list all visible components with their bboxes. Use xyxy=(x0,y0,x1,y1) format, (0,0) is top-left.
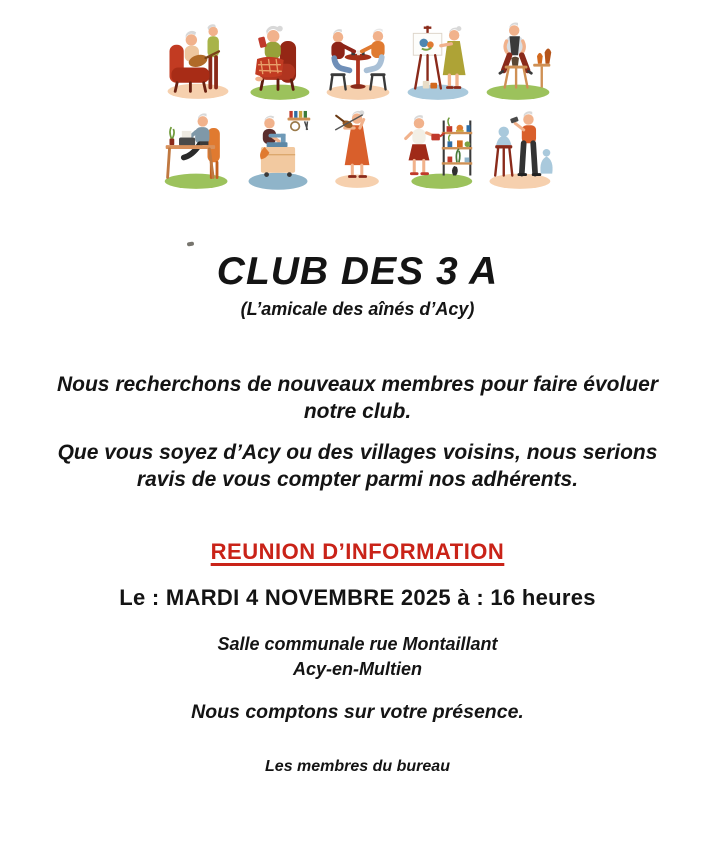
gardener-illustration xyxy=(400,105,476,191)
reading-woman-illustration xyxy=(240,16,316,102)
paragraph-line: Que vous soyez d’Acy ou des villages voisins, nous serions xyxy=(57,440,658,464)
violinist-illustration xyxy=(320,105,396,191)
venue-line: Acy-en-Multien xyxy=(292,658,422,679)
typewriter-man-illustration xyxy=(160,105,236,191)
illustration-row-1 xyxy=(0,16,715,102)
sculptor-illustration xyxy=(480,105,556,191)
chess-players-illustration xyxy=(320,16,396,102)
closing-line: Nous comptons sur votre présence. xyxy=(191,700,524,723)
recruitment-paragraph xyxy=(0,372,715,426)
paragraph-line: notre club. xyxy=(303,399,412,423)
page-title: CLUB DES 3 A xyxy=(216,250,499,293)
sewing-woman-illustration xyxy=(240,105,316,191)
meeting-venue xyxy=(0,632,715,681)
signature-line: Les membres du bureau xyxy=(265,757,450,775)
invitation-paragraph xyxy=(0,440,715,494)
meeting-heading: REUNION D’INFORMATION xyxy=(210,539,505,565)
venue-line: Salle communale rue Montaillant xyxy=(217,634,498,655)
page-subtitle: (L’amicale des aînés d’Acy) xyxy=(240,298,475,319)
potter-illustration xyxy=(480,16,556,102)
illustration-row-2 xyxy=(0,105,715,191)
paragraph-line: ravis de vous compter parmi nos adhérents. xyxy=(136,467,579,491)
hobby-illustrations xyxy=(0,0,715,191)
paragraph-line: Nous recherchons de nouveaux membres pour faire évoluer xyxy=(56,372,659,396)
meeting-date-line: Le : MARDI 4 NOVEMBRE 2025 à : 16 heures xyxy=(119,585,596,611)
painter-illustration xyxy=(400,16,476,102)
guitar-player-illustration xyxy=(160,16,236,102)
scan-artifact-speck xyxy=(187,242,194,247)
